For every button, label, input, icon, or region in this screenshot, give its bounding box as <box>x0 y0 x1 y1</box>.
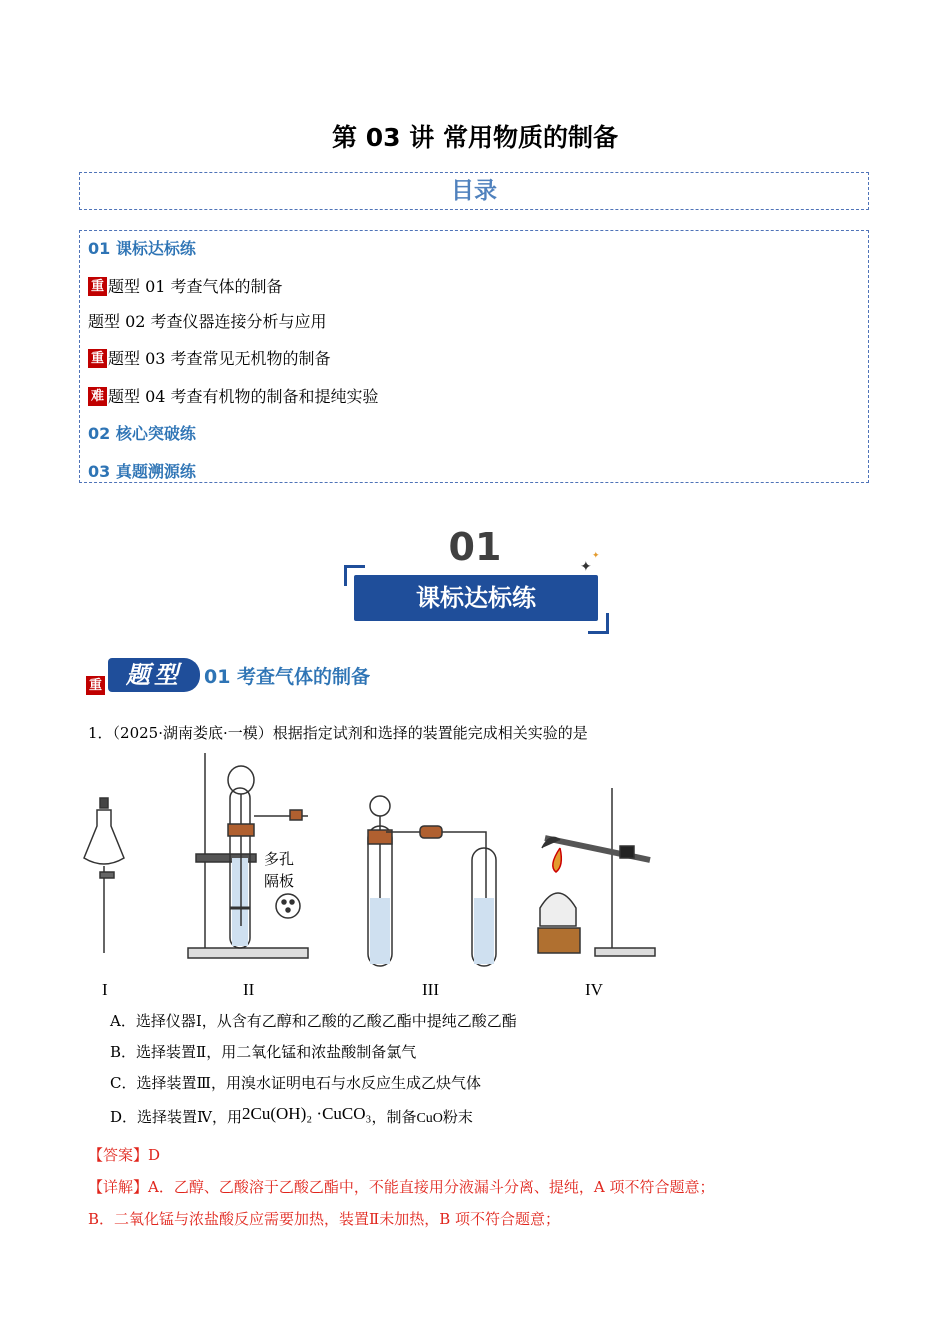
option-b[interactable]: B．选择装置Ⅱ，用二氧化锰和浓盐酸制备氯气 <box>110 1043 417 1061</box>
option-d[interactable]: D．选择装置Ⅳ，用2Cu(OH)₂ ·CuCO₃，制备CuO粉末 <box>110 1104 473 1126</box>
toc-item-4[interactable] <box>88 384 379 407</box>
toc-item-label: 题型 01 考查气体的制备 <box>108 277 283 296</box>
option-c[interactable]: C．选择装置Ⅲ，用溴水证明电石与水反应生成乙炔气体 <box>110 1074 481 1092</box>
figure-label-iv: IV <box>585 980 603 999</box>
toc-item-1[interactable] <box>88 274 283 297</box>
toc-heading-box <box>79 172 869 210</box>
toc-heading: 目录 <box>451 178 497 204</box>
key-tag-icon: 重 <box>88 349 107 368</box>
toc-item-3[interactable] <box>88 346 331 369</box>
porous-plate-label: 多孔 隔板 <box>264 850 295 890</box>
sparkle-icon: ✦ <box>580 559 592 575</box>
toc-item-2[interactable] <box>88 309 327 332</box>
section-banner <box>340 525 610 635</box>
banner-number: 01 <box>448 525 502 569</box>
question-type-badge: 题型 <box>108 658 200 692</box>
separatory-funnel-icon <box>84 798 124 953</box>
toc-item-label: 题型 03 考查常见无机物的制备 <box>108 349 331 368</box>
banner-label: 课标达标练 <box>354 575 598 621</box>
toc-section-3[interactable]: 03 真题溯源练 <box>88 462 196 481</box>
figure-label-iii: III <box>422 980 439 999</box>
heating-setup-icon <box>538 788 655 956</box>
toc-section-2[interactable]: 02 核心突破练 <box>88 424 196 443</box>
section-heading <box>86 658 486 694</box>
key-tag-icon: 重 <box>86 676 105 695</box>
answer-label: 【答案】D <box>88 1146 161 1164</box>
difficult-tag-icon: 难 <box>88 387 107 406</box>
toc-section-1[interactable]: 01 课标达标练 <box>88 239 196 258</box>
answer-detail-b: B．二氧化锰与浓盐酸反应需要加热，装置Ⅱ未加热，B 项不符合题意； <box>88 1210 561 1228</box>
formula: 2Cu(OH)₂ ·CuCO₃ <box>242 1104 372 1123</box>
key-tag-icon: 重 <box>88 277 107 296</box>
figure-label-ii: II <box>243 980 255 999</box>
sparkle-icon: ✦ <box>592 551 600 561</box>
test-tube-setup-icon <box>368 796 496 966</box>
option-a[interactable]: A．选择仪器Ⅰ，从含有乙醇和乙酸的乙酸乙酯中提纯乙酸乙酯 <box>110 1012 517 1030</box>
answer-detail-a: 【详解】A．乙醇、乙酸溶于乙酸乙酯中，不能直接用分液漏斗分离、提纯，A 项不符合题意； <box>88 1178 715 1196</box>
toc-item-label: 题型 04 考查有机物的制备和提纯实验 <box>108 387 379 406</box>
page-title: 第 03 讲 常用物质的制备 <box>332 123 618 152</box>
toc-item-label: 题型 02 考查仪器连接分析与应用 <box>88 312 327 331</box>
question-stem: 1．（2025·湖南娄底·一模）根据指定试剂和选择的装置能完成相关实验的是 <box>88 724 588 742</box>
section-title: 01 考查气体的制备 <box>204 666 371 688</box>
apparatus-figure <box>80 748 680 1003</box>
table-of-contents <box>79 230 869 483</box>
figure-label-i: I <box>102 980 108 999</box>
